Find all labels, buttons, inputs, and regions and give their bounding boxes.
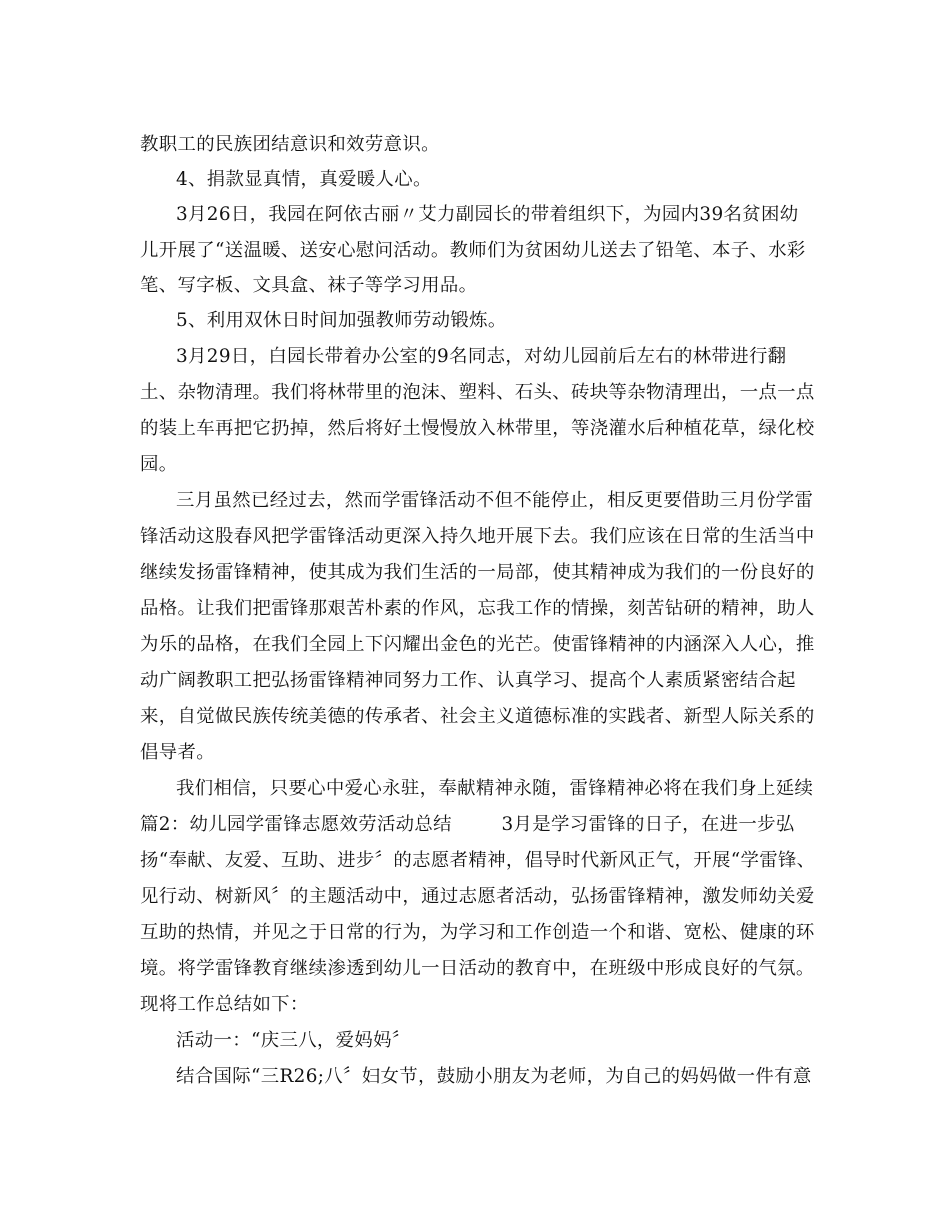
text-line: 继续发扬雷锋精神，使其成为我们生活的一局部，使其精神成为我们的一份良好的 [140, 562, 815, 583]
text-line: 互助的热情，并见之于日常的行为，为学习和工作创造一个和谐、宽松、健康的环 [140, 922, 815, 943]
text-line: 现将工作总结如下： [140, 994, 309, 1015]
text-line: 3月29日，白园长带着办公室的9名同志，对幼儿园前后左右的林带进行翻 [176, 346, 787, 367]
text-line: 境。将学雷锋教育继续渗透到幼儿一日活动的教育中，在班级中形成良好的气氛。 [140, 958, 815, 979]
text-line: 扬“奉献、友爱、互助、进步〞的志愿者精神，倡导时代新风正气，开展“学雷锋、 [140, 850, 816, 871]
text-line: 来，自觉做民族传统美德的传承者、社会主义道德标准的实践者、新型人际关系的 [140, 706, 815, 727]
text-line: 3月26日，我园在阿依古丽〃艾力副园长的带着组织下，为园内39名贫困幼 [176, 204, 799, 225]
text-line: 儿开展了“送温暖、送安心慰问活动。教师们为贫困幼儿送去了铅笔、本子、水彩 [140, 240, 806, 261]
text-line: 动广阔教职工把弘扬雷锋精神同努力工作、认真学习、提高个人素质紧密结合起 [140, 670, 796, 691]
text-line: 结合国际“三R26;八〞妇女节，鼓励小朋友为老师，为自己的妈妈做一件有意 [176, 1066, 812, 1087]
text-line: 教职工的民族团结意识和效劳意识。 [140, 134, 440, 155]
text-line: 的装上车再把它扔掉，然后将好土慢慢放入林带里，等浇灌水后种植花草，绿化校 [140, 418, 815, 439]
text-line: 我们相信，只要心中爱心永驻，奉献精神永随，雷锋精神必将在我们身上延续 [176, 778, 814, 799]
section-heading: 4、捐款显真情，真爱暖人心。 [176, 169, 432, 190]
section-heading: 5、利用双休日时间加强教师劳动锻炼。 [176, 310, 507, 331]
text-line: 锋活动这股春风把学雷锋活动更深入持久地开展下去。我们应该在日常的生活当中 [140, 526, 815, 547]
text-line: 见行动、树新风〞的主题活动中，通过志愿者活动，弘扬雷锋精神，激发师幼关爱 [140, 886, 815, 907]
article-heading-line: 篇2：幼儿园学雷锋志愿效劳活动总结 3月是学习雷锋的日子，在进一步弘 [140, 814, 795, 835]
text-line: 笔、写字板、文具盒、袜子等学习用品。 [140, 275, 478, 296]
text-line: 倡导者。 [140, 742, 215, 763]
section-heading: 活动一：“庆三八，爱妈妈〞 [176, 1030, 411, 1051]
text-line: 园。 [140, 454, 178, 475]
text-line: 品格。让我们把雷锋那艰苦朴素的作风，忘我工作的情操，刻苦钻研的精神，助人 [140, 598, 815, 619]
text-line: 三月虽然已经过去，然而学雷锋活动不但不能停止，相反更要借助三月份学雷 [176, 490, 814, 511]
text-line: 土、杂物清理。我们将林带里的泡沫、塑料、石头、砖块等杂物清理出，一点一点 [140, 382, 815, 403]
text-line: 为乐的品格，在我们全园上下闪耀出金色的光芒。使雷锋精神的内涵深入人心，推 [140, 634, 815, 655]
